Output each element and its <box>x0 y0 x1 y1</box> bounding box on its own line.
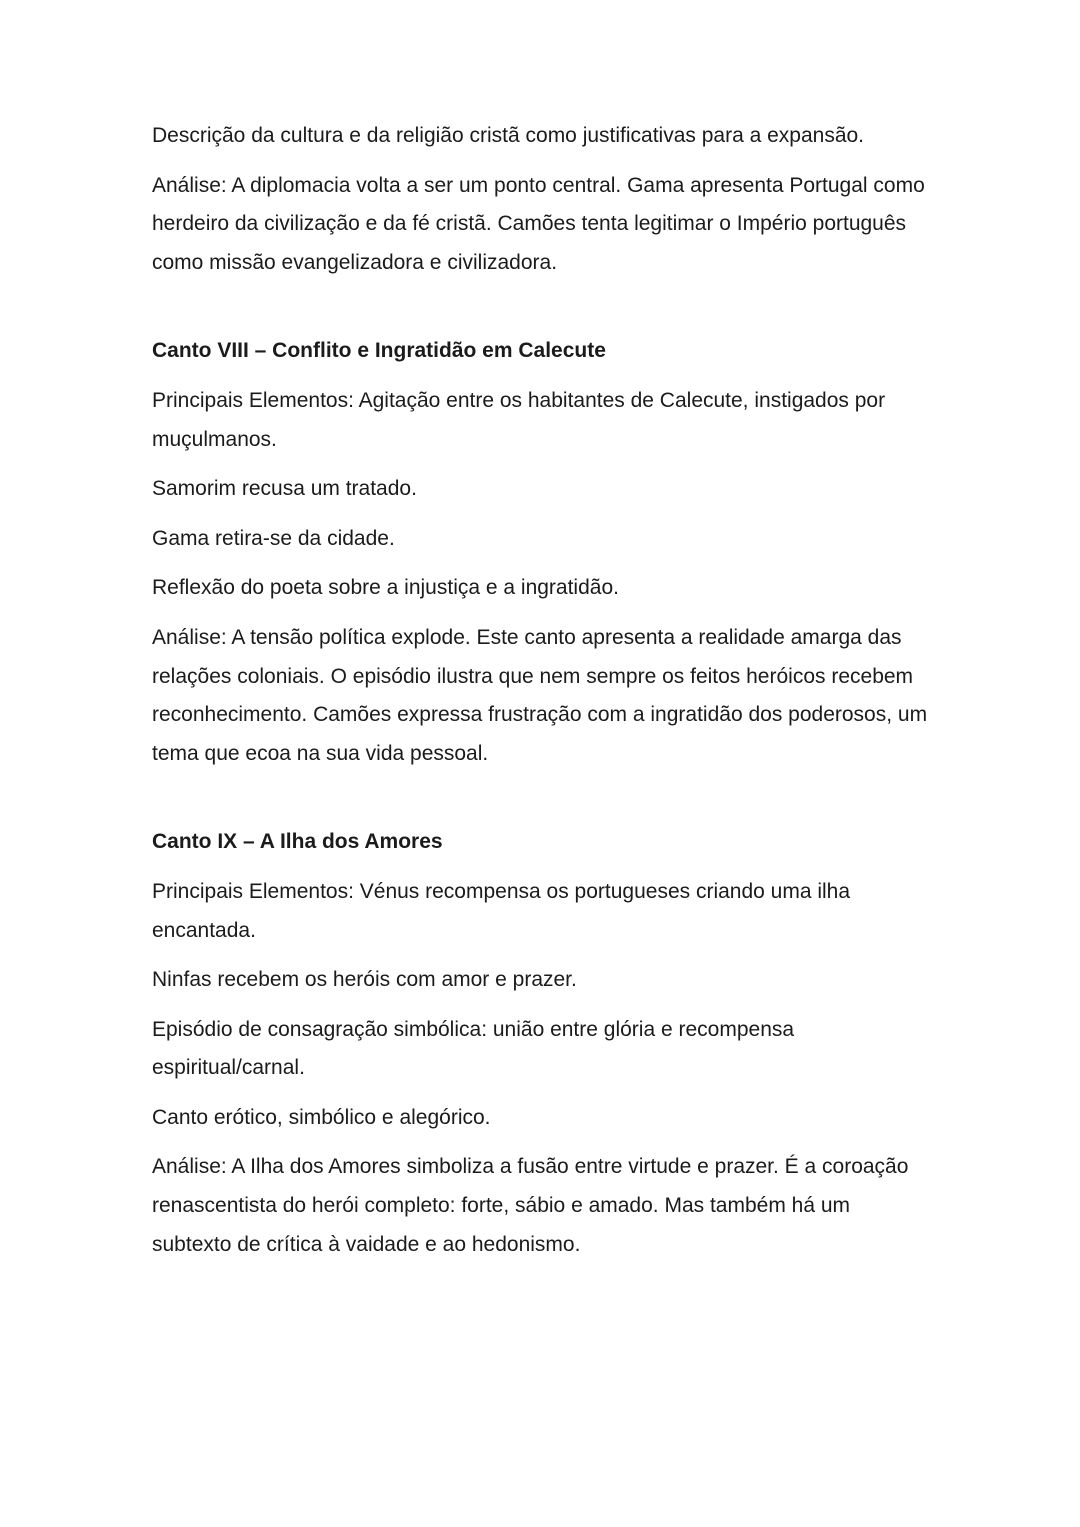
paragraph-gama-retira: Gama retira-se da cidade. <box>152 526 395 550</box>
paragraph-expansion-justification: Descrição da cultura e da religião cristã como justificativas para a expansão. <box>152 124 865 147</box>
paragraph-analise-canto-viii: Análise: A tensão política explode. Este canto apresenta a realidade amarga das relações coloniais. O episódio ilustra que nem sempre os feitos heróicos recebem reconhecimento. Camões expressa frustração com a ingratidão dos poderosos, um tema que ecoa na sua vida pessoal. <box>152 625 928 765</box>
paragraph-analise-diplomacia: Análise: A diplomacia volta a ser um ponto central. Gama apresenta Portugal como herdeiro da civilização e da fé cristã. Camões tenta legitimar o Império português como missão evangelizadora e civilizadora. <box>152 173 925 274</box>
heading-canto-ix: Canto IX – A Ilha dos Amores <box>152 830 443 854</box>
paragraph-episodio-consagracao: Episódio de consagração simbólica: união entre glória e recompensa espiritual/carnal. <box>152 1017 795 1080</box>
paragraph-canto-erotico: Canto erótico, simbólico e alegórico. <box>152 1105 491 1129</box>
paragraph-reflexao-poeta: Reflexão do poeta sobre a injustiça e a ingratidão. <box>152 576 619 600</box>
heading-canto-viii: Canto VIII – Conflito e Ingratidão em Calecute <box>152 339 606 363</box>
paragraph-principais-elementos-canto-ix: Principais Elementos: Vénus recompensa os portugueses criando uma ilha encantada. <box>152 879 851 942</box>
paragraph-ninfas-recebem: Ninfas recebem os heróis com amor e prazer. <box>152 968 577 992</box>
paragraph-analise-canto-ix: Análise: A Ilha dos Amores simboliza a fusão entre virtude e prazer. É a coroação renascentista do herói completo: forte, sábio e amado. Mas também há um subtexto de crítica à vaidade e ao hedonismo. <box>152 1155 909 1256</box>
paragraph-samorim-recusa: Samorim recusa um tratado. <box>152 477 417 501</box>
paragraph-principais-elementos-canto-viii: Principais Elementos: Agitação entre os habitantes de Calecute, instigados por muçulmanos. <box>152 388 886 451</box>
